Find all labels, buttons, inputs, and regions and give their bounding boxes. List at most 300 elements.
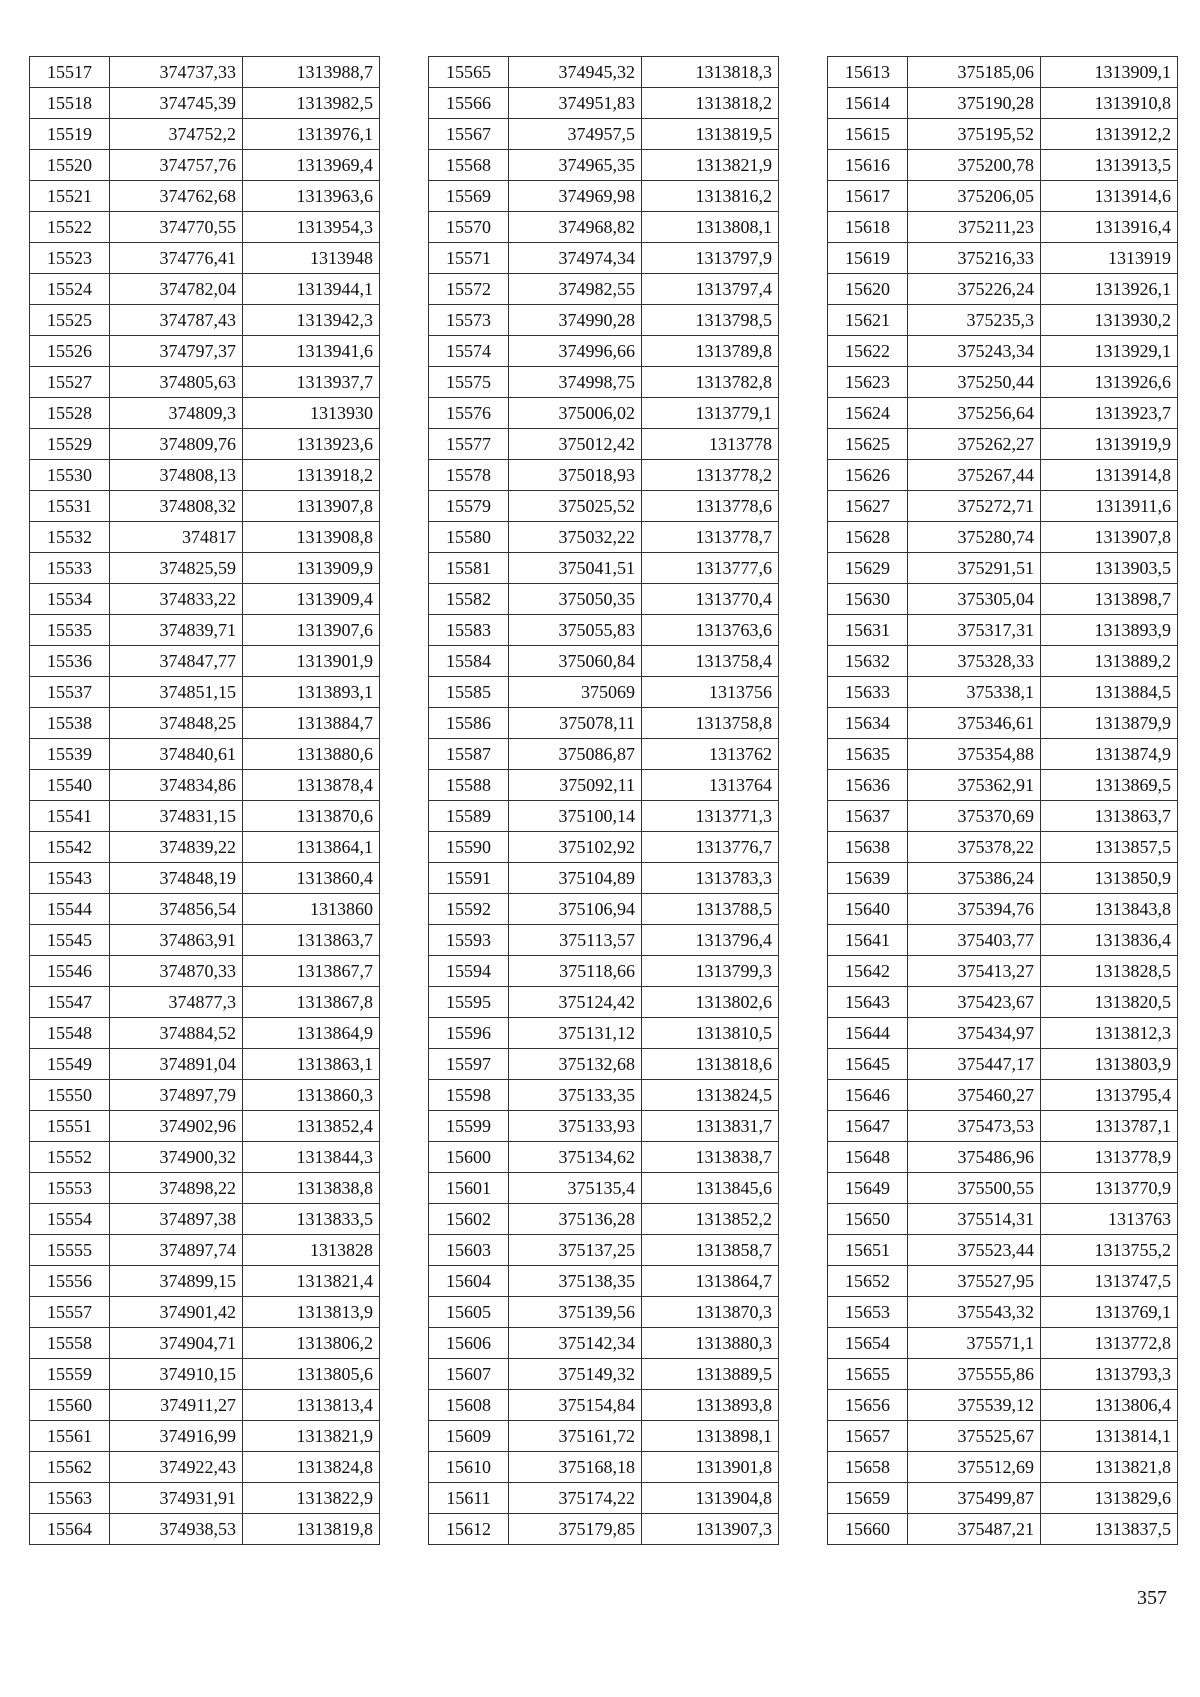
- table-row: [828, 305, 1178, 336]
- y-coordinate-cell: 1313988,7: [243, 57, 380, 88]
- table-row: [30, 460, 380, 491]
- point-number-cell: 15552: [30, 1142, 110, 1173]
- y-coordinate-cell: 1313948: [243, 243, 380, 274]
- y-coordinate-cell: 1313864,1: [243, 832, 380, 863]
- x-coordinate-cell: 375523,44: [908, 1235, 1041, 1266]
- x-coordinate-cell: 374757,76: [110, 150, 243, 181]
- point-number-cell: 15565: [429, 57, 509, 88]
- point-number-cell: 15546: [30, 956, 110, 987]
- x-coordinate-cell: 375106,94: [509, 894, 642, 925]
- point-number-cell: 15591: [429, 863, 509, 894]
- table-row: [30, 243, 380, 274]
- y-coordinate-cell: 1313747,5: [1041, 1266, 1178, 1297]
- point-number-cell: 15564: [30, 1514, 110, 1545]
- x-coordinate-cell: 374805,63: [110, 367, 243, 398]
- x-coordinate-cell: 375113,57: [509, 925, 642, 956]
- x-coordinate-cell: 374851,15: [110, 677, 243, 708]
- x-coordinate-cell: 375354,88: [908, 739, 1041, 770]
- table-row: [828, 181, 1178, 212]
- table-row: [30, 88, 380, 119]
- table-row: [828, 987, 1178, 1018]
- x-coordinate-cell: 374825,59: [110, 553, 243, 584]
- y-coordinate-cell: 1313778,2: [642, 460, 779, 491]
- point-number-cell: 15652: [828, 1266, 908, 1297]
- table-row: [429, 708, 779, 739]
- y-coordinate-cell: 1313806,2: [243, 1328, 380, 1359]
- y-coordinate-cell: 1313860,4: [243, 863, 380, 894]
- x-coordinate-cell: 375543,32: [908, 1297, 1041, 1328]
- x-coordinate-cell: 375403,77: [908, 925, 1041, 956]
- point-number-cell: 15574: [429, 336, 509, 367]
- table-row: [429, 1235, 779, 1266]
- x-coordinate-cell: 374897,38: [110, 1204, 243, 1235]
- y-coordinate-cell: 1313756: [642, 677, 779, 708]
- table-row: [429, 181, 779, 212]
- table-row: [828, 1080, 1178, 1111]
- point-number-cell: 15562: [30, 1452, 110, 1483]
- y-coordinate-cell: 1313909,9: [243, 553, 380, 584]
- table-row: [828, 150, 1178, 181]
- point-number-cell: 15570: [429, 212, 509, 243]
- point-number-cell: 15604: [429, 1266, 509, 1297]
- point-number-cell: 15650: [828, 1204, 908, 1235]
- x-coordinate-cell: 375262,27: [908, 429, 1041, 460]
- x-coordinate-cell: 374899,15: [110, 1266, 243, 1297]
- point-number-cell: 15556: [30, 1266, 110, 1297]
- point-number-cell: 15544: [30, 894, 110, 925]
- table-row: [429, 1049, 779, 1080]
- x-coordinate-cell: 374968,82: [509, 212, 642, 243]
- point-number-cell: 15611: [429, 1483, 509, 1514]
- x-coordinate-cell: 375012,42: [509, 429, 642, 460]
- point-number-cell: 15541: [30, 801, 110, 832]
- y-coordinate-cell: 1313884,5: [1041, 677, 1178, 708]
- table-row: [828, 801, 1178, 832]
- y-coordinate-cell: 1313806,4: [1041, 1390, 1178, 1421]
- table-row: [828, 1359, 1178, 1390]
- y-coordinate-cell: 1313874,9: [1041, 739, 1178, 770]
- y-coordinate-cell: 1313772,8: [1041, 1328, 1178, 1359]
- point-number-cell: 15598: [429, 1080, 509, 1111]
- table-row: [30, 863, 380, 894]
- x-coordinate-cell: 375174,22: [509, 1483, 642, 1514]
- x-coordinate-cell: 374965,35: [509, 150, 642, 181]
- point-number-cell: 15607: [429, 1359, 509, 1390]
- table-row: [828, 1421, 1178, 1452]
- x-coordinate-cell: 374787,43: [110, 305, 243, 336]
- y-coordinate-cell: 1313845,6: [642, 1173, 779, 1204]
- point-number-cell: 15577: [429, 429, 509, 460]
- x-coordinate-cell: 374762,68: [110, 181, 243, 212]
- y-coordinate-cell: 1313758,4: [642, 646, 779, 677]
- point-number-cell: 15620: [828, 274, 908, 305]
- table-row: [429, 646, 779, 677]
- x-coordinate-cell: 375136,28: [509, 1204, 642, 1235]
- table-row: [30, 1390, 380, 1421]
- y-coordinate-cell: 1313778: [642, 429, 779, 460]
- point-number-cell: 15542: [30, 832, 110, 863]
- y-coordinate-cell: 1313829,6: [1041, 1483, 1178, 1514]
- x-coordinate-cell: 375092,11: [509, 770, 642, 801]
- point-number-cell: 15648: [828, 1142, 908, 1173]
- point-number-cell: 15612: [429, 1514, 509, 1545]
- x-coordinate-cell: 375243,34: [908, 336, 1041, 367]
- y-coordinate-cell: 1313879,9: [1041, 708, 1178, 739]
- x-coordinate-cell: 375272,71: [908, 491, 1041, 522]
- x-coordinate-cell: 375571,1: [908, 1328, 1041, 1359]
- table-row: [30, 1452, 380, 1483]
- y-coordinate-cell: 1313907,8: [243, 491, 380, 522]
- x-coordinate-cell: 375211,23: [908, 212, 1041, 243]
- y-coordinate-cell: 1313880,6: [243, 739, 380, 770]
- y-coordinate-cell: 1313852,4: [243, 1111, 380, 1142]
- y-coordinate-cell: 1313789,8: [642, 336, 779, 367]
- x-coordinate-cell: 375032,22: [509, 522, 642, 553]
- point-number-cell: 15566: [429, 88, 509, 119]
- x-coordinate-cell: 374809,76: [110, 429, 243, 460]
- x-coordinate-cell: 375134,62: [509, 1142, 642, 1173]
- x-coordinate-cell: 375305,04: [908, 584, 1041, 615]
- point-number-cell: 15548: [30, 1018, 110, 1049]
- point-number-cell: 15547: [30, 987, 110, 1018]
- x-coordinate-cell: 374817: [110, 522, 243, 553]
- x-coordinate-cell: 375394,76: [908, 894, 1041, 925]
- point-number-cell: 15588: [429, 770, 509, 801]
- table-row: [828, 1204, 1178, 1235]
- table-row: [429, 1080, 779, 1111]
- x-coordinate-cell: 375338,1: [908, 677, 1041, 708]
- table-row: [429, 1390, 779, 1421]
- y-coordinate-cell: 1313863,7: [243, 925, 380, 956]
- y-coordinate-cell: 1313837,5: [1041, 1514, 1178, 1545]
- x-coordinate-cell: 375216,33: [908, 243, 1041, 274]
- table-row: [30, 553, 380, 584]
- point-number-cell: 15585: [429, 677, 509, 708]
- point-number-cell: 15631: [828, 615, 908, 646]
- point-number-cell: 15600: [429, 1142, 509, 1173]
- x-coordinate-cell: 375256,64: [908, 398, 1041, 429]
- x-coordinate-cell: 375050,35: [509, 584, 642, 615]
- x-coordinate-cell: 375006,02: [509, 398, 642, 429]
- point-number-cell: 15615: [828, 119, 908, 150]
- x-coordinate-cell: 375346,61: [908, 708, 1041, 739]
- y-coordinate-cell: 1313919,9: [1041, 429, 1178, 460]
- point-number-cell: 15579: [429, 491, 509, 522]
- x-coordinate-cell: 374998,75: [509, 367, 642, 398]
- x-coordinate-cell: 374782,04: [110, 274, 243, 305]
- point-number-cell: 15543: [30, 863, 110, 894]
- y-coordinate-cell: 1313911,6: [1041, 491, 1178, 522]
- y-coordinate-cell: 1313867,8: [243, 987, 380, 1018]
- x-coordinate-cell: 375124,42: [509, 987, 642, 1018]
- point-number-cell: 15589: [429, 801, 509, 832]
- x-coordinate-cell: 375317,31: [908, 615, 1041, 646]
- table-row: [30, 1297, 380, 1328]
- point-number-cell: 15530: [30, 460, 110, 491]
- x-coordinate-cell: 374797,37: [110, 336, 243, 367]
- table-row: [429, 1173, 779, 1204]
- x-coordinate-cell: 375168,18: [509, 1452, 642, 1483]
- table-row: [429, 1204, 779, 1235]
- x-coordinate-cell: 375086,87: [509, 739, 642, 770]
- y-coordinate-cell: 1313803,9: [1041, 1049, 1178, 1080]
- point-number-cell: 15642: [828, 956, 908, 987]
- y-coordinate-cell: 1313771,3: [642, 801, 779, 832]
- y-coordinate-cell: 1313870,3: [642, 1297, 779, 1328]
- y-coordinate-cell: 1313799,3: [642, 956, 779, 987]
- table-row: [429, 1142, 779, 1173]
- y-coordinate-cell: 1313821,9: [243, 1421, 380, 1452]
- y-coordinate-cell: 1313907,8: [1041, 522, 1178, 553]
- table-row: [30, 1111, 380, 1142]
- x-coordinate-cell: 375149,32: [509, 1359, 642, 1390]
- point-number-cell: 15654: [828, 1328, 908, 1359]
- x-coordinate-cell: 374996,66: [509, 336, 642, 367]
- y-coordinate-cell: 1313758,8: [642, 708, 779, 739]
- x-coordinate-cell: 374898,22: [110, 1173, 243, 1204]
- y-coordinate-cell: 1313976,1: [243, 119, 380, 150]
- point-number-cell: 15595: [429, 987, 509, 1018]
- y-coordinate-cell: 1313982,5: [243, 88, 380, 119]
- y-coordinate-cell: 1313776,7: [642, 832, 779, 863]
- table-row: [429, 801, 779, 832]
- table-row: [828, 1235, 1178, 1266]
- x-coordinate-cell: 375500,55: [908, 1173, 1041, 1204]
- table-row: [30, 398, 380, 429]
- y-coordinate-cell: 1313923,6: [243, 429, 380, 460]
- x-coordinate-cell: 374951,83: [509, 88, 642, 119]
- point-number-cell: 15613: [828, 57, 908, 88]
- point-number-cell: 15614: [828, 88, 908, 119]
- y-coordinate-cell: 1313850,9: [1041, 863, 1178, 894]
- y-coordinate-cell: 1313903,5: [1041, 553, 1178, 584]
- x-coordinate-cell: 374938,53: [110, 1514, 243, 1545]
- point-number-cell: 15639: [828, 863, 908, 894]
- table-row: [429, 88, 779, 119]
- point-number-cell: 15592: [429, 894, 509, 925]
- point-number-cell: 15567: [429, 119, 509, 150]
- table-row: [30, 1328, 380, 1359]
- table-row: [30, 119, 380, 150]
- x-coordinate-cell: 375235,3: [908, 305, 1041, 336]
- x-coordinate-cell: 375137,25: [509, 1235, 642, 1266]
- y-coordinate-cell: 1313778,6: [642, 491, 779, 522]
- coordinate-table-1: [29, 56, 380, 1545]
- x-coordinate-cell: 374839,71: [110, 615, 243, 646]
- table-row: [429, 894, 779, 925]
- point-number-cell: 15624: [828, 398, 908, 429]
- table-row: [30, 57, 380, 88]
- x-coordinate-cell: 375413,27: [908, 956, 1041, 987]
- table-row: [429, 243, 779, 274]
- table-row: [30, 150, 380, 181]
- y-coordinate-cell: 1313930,2: [1041, 305, 1178, 336]
- x-coordinate-cell: 374884,52: [110, 1018, 243, 1049]
- y-coordinate-cell: 1313878,4: [243, 770, 380, 801]
- y-coordinate-cell: 1313770,4: [642, 584, 779, 615]
- table-row: [429, 677, 779, 708]
- table-row: [828, 677, 1178, 708]
- point-number-cell: 15545: [30, 925, 110, 956]
- y-coordinate-cell: 1313762: [642, 739, 779, 770]
- x-coordinate-cell: 375291,51: [908, 553, 1041, 584]
- x-coordinate-cell: 374990,28: [509, 305, 642, 336]
- y-coordinate-cell: 1313813,4: [243, 1390, 380, 1421]
- x-coordinate-cell: 374904,71: [110, 1328, 243, 1359]
- table-row: [30, 770, 380, 801]
- table-row: [828, 894, 1178, 925]
- table-row: [828, 460, 1178, 491]
- y-coordinate-cell: 1313812,3: [1041, 1018, 1178, 1049]
- x-coordinate-cell: 375447,17: [908, 1049, 1041, 1080]
- x-coordinate-cell: 375226,24: [908, 274, 1041, 305]
- x-coordinate-cell: 375133,35: [509, 1080, 642, 1111]
- point-number-cell: 15537: [30, 677, 110, 708]
- table-row: [828, 1390, 1178, 1421]
- point-number-cell: 15640: [828, 894, 908, 925]
- table-row: [429, 212, 779, 243]
- y-coordinate-cell: 1313805,6: [243, 1359, 380, 1390]
- table-row: [429, 987, 779, 1018]
- point-number-cell: 15580: [429, 522, 509, 553]
- point-number-cell: 15518: [30, 88, 110, 119]
- x-coordinate-cell: 374974,34: [509, 243, 642, 274]
- y-coordinate-cell: 1313904,8: [642, 1483, 779, 1514]
- x-coordinate-cell: 374902,96: [110, 1111, 243, 1142]
- x-coordinate-cell: 375514,31: [908, 1204, 1041, 1235]
- x-coordinate-cell: 375100,14: [509, 801, 642, 832]
- table-row: [30, 584, 380, 615]
- table-row: [429, 460, 779, 491]
- y-coordinate-cell: 1313769,1: [1041, 1297, 1178, 1328]
- point-number-cell: 15583: [429, 615, 509, 646]
- x-coordinate-cell: 375055,83: [509, 615, 642, 646]
- table-row: [828, 1018, 1178, 1049]
- point-number-cell: 15532: [30, 522, 110, 553]
- point-number-cell: 15575: [429, 367, 509, 398]
- x-coordinate-cell: 374856,54: [110, 894, 243, 925]
- table-row: [429, 274, 779, 305]
- table-row: [429, 615, 779, 646]
- table-row: [828, 398, 1178, 429]
- point-number-cell: 15531: [30, 491, 110, 522]
- table-row: [30, 1142, 380, 1173]
- table-row: [429, 1111, 779, 1142]
- table-row: [30, 646, 380, 677]
- point-number-cell: 15586: [429, 708, 509, 739]
- table-row: [30, 336, 380, 367]
- point-number-cell: 15517: [30, 57, 110, 88]
- y-coordinate-cell: 1313779,1: [642, 398, 779, 429]
- y-coordinate-cell: 1313913,5: [1041, 150, 1178, 181]
- point-number-cell: 15534: [30, 584, 110, 615]
- x-coordinate-cell: 374945,32: [509, 57, 642, 88]
- coordinate-table-body: [828, 57, 1178, 1545]
- point-number-cell: 15644: [828, 1018, 908, 1049]
- page-number: 357: [1137, 1587, 1167, 1609]
- y-coordinate-cell: 1313764: [642, 770, 779, 801]
- y-coordinate-cell: 1313929,1: [1041, 336, 1178, 367]
- table-row: [828, 956, 1178, 987]
- table-row: [828, 1266, 1178, 1297]
- table-row: [828, 739, 1178, 770]
- table-row: [828, 1483, 1178, 1514]
- coordinate-table-body: [30, 57, 380, 1545]
- x-coordinate-cell: 375179,85: [509, 1514, 642, 1545]
- y-coordinate-cell: 1313833,5: [243, 1204, 380, 1235]
- x-coordinate-cell: 375378,22: [908, 832, 1041, 863]
- y-coordinate-cell: 1313788,5: [642, 894, 779, 925]
- x-coordinate-cell: 374847,77: [110, 646, 243, 677]
- x-coordinate-cell: 375525,67: [908, 1421, 1041, 1452]
- y-coordinate-cell: 1313797,4: [642, 274, 779, 305]
- point-number-cell: 15657: [828, 1421, 908, 1452]
- y-coordinate-cell: 1313908,8: [243, 522, 380, 553]
- table-row: [828, 336, 1178, 367]
- table-row: [30, 491, 380, 522]
- x-coordinate-cell: 375154,84: [509, 1390, 642, 1421]
- y-coordinate-cell: 1313907,6: [243, 615, 380, 646]
- x-coordinate-cell: 374910,15: [110, 1359, 243, 1390]
- y-coordinate-cell: 1313820,5: [1041, 987, 1178, 1018]
- x-coordinate-cell: 374745,39: [110, 88, 243, 119]
- x-coordinate-cell: 375527,95: [908, 1266, 1041, 1297]
- x-coordinate-cell: 375434,97: [908, 1018, 1041, 1049]
- table-row: [429, 925, 779, 956]
- y-coordinate-cell: 1313816,2: [642, 181, 779, 212]
- y-coordinate-cell: 1313867,7: [243, 956, 380, 987]
- table-row: [30, 801, 380, 832]
- x-coordinate-cell: 374848,25: [110, 708, 243, 739]
- point-number-cell: 15651: [828, 1235, 908, 1266]
- x-coordinate-cell: 375423,67: [908, 987, 1041, 1018]
- y-coordinate-cell: 1313870,6: [243, 801, 380, 832]
- y-coordinate-cell: 1313797,9: [642, 243, 779, 274]
- point-number-cell: 15528: [30, 398, 110, 429]
- point-number-cell: 15609: [429, 1421, 509, 1452]
- y-coordinate-cell: 1313858,7: [642, 1235, 779, 1266]
- point-number-cell: 15626: [828, 460, 908, 491]
- table-row: [429, 1359, 779, 1390]
- x-coordinate-cell: 374831,15: [110, 801, 243, 832]
- y-coordinate-cell: 1313770,9: [1041, 1173, 1178, 1204]
- y-coordinate-cell: 1313857,5: [1041, 832, 1178, 863]
- y-coordinate-cell: 1313893,8: [642, 1390, 779, 1421]
- point-number-cell: 15633: [828, 677, 908, 708]
- y-coordinate-cell: 1313818,6: [642, 1049, 779, 1080]
- table-row: [30, 181, 380, 212]
- point-number-cell: 15572: [429, 274, 509, 305]
- point-number-cell: 15597: [429, 1049, 509, 1080]
- y-coordinate-cell: 1313912,2: [1041, 119, 1178, 150]
- coordinate-table-2: [428, 56, 779, 1545]
- table-row: [828, 1514, 1178, 1545]
- table-row: [30, 1514, 380, 1545]
- y-coordinate-cell: 1313914,8: [1041, 460, 1178, 491]
- x-coordinate-cell: 374901,42: [110, 1297, 243, 1328]
- table-row: [429, 770, 779, 801]
- point-number-cell: 15619: [828, 243, 908, 274]
- table-row: [429, 305, 779, 336]
- point-number-cell: 15540: [30, 770, 110, 801]
- x-coordinate-cell: 375133,93: [509, 1111, 642, 1142]
- y-coordinate-cell: 1313863,1: [243, 1049, 380, 1080]
- y-coordinate-cell: 1313863,7: [1041, 801, 1178, 832]
- y-coordinate-cell: 1313778,9: [1041, 1142, 1178, 1173]
- y-coordinate-cell: 1313969,4: [243, 150, 380, 181]
- x-coordinate-cell: 374833,22: [110, 584, 243, 615]
- point-number-cell: 15593: [429, 925, 509, 956]
